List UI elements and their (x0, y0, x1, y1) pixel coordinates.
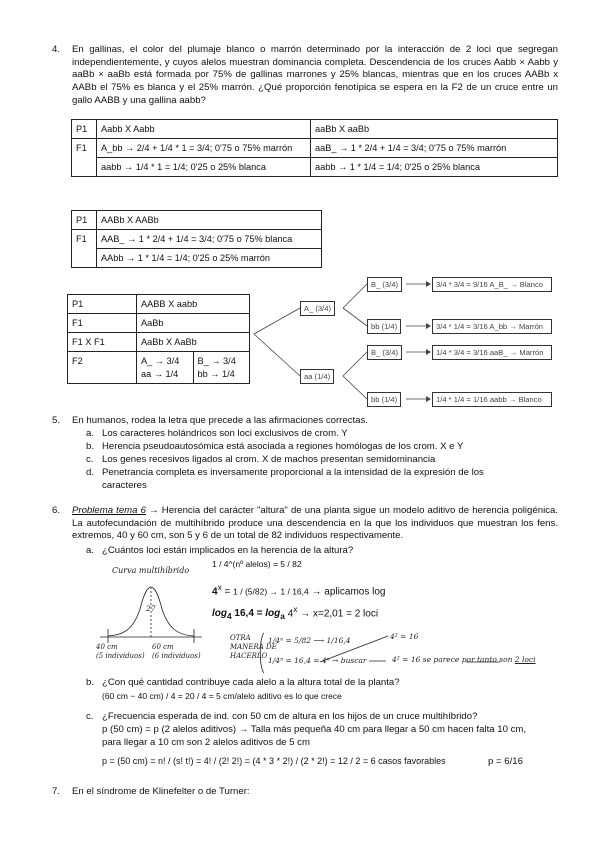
cell-f1: F1 (72, 230, 97, 268)
q5-item-b (86, 441, 463, 454)
log-exp: x (293, 604, 298, 614)
base: 4 (212, 586, 218, 598)
alt-eq-2: 1/4ⁿ = 16,4 = 4ⁿ → buscar (268, 656, 367, 665)
tree-node-b1: B_ (3/4) (367, 277, 402, 292)
tree-node-a: A_ (3/4) (300, 301, 335, 316)
cell-r2: AAbb → 1 * 1/4 = 1/4; 0'25 o 25% marrón (97, 249, 322, 268)
problem-statement: → Herencia del carácter "altura" de una planta sigue un modelo aditivo de herencia poligénica. La autofecundación de multihíbrido produce una descendencia en la que los individuos que muestran los fens. extremos, 40 y 60 cm, son 5 y 6 de un total de 82 individuos respectivamente. (72, 505, 558, 542)
multihybrid-curve-sketch (96, 565, 206, 680)
cell-f1xf1-value: AaBb X AaBb (137, 333, 250, 352)
cell-f2-a2: aa → 1/4 (141, 368, 179, 379)
tree-result-4: 1/4 * 1/4 = 1/16 aabb → Blanco (432, 392, 552, 407)
item-text: ¿Frecuencia esperada de ind. con 50 cm de altura en los hijos de un cruce multihíbrido? (102, 711, 478, 722)
alt-conclusion-answer: 2 loci (514, 655, 536, 664)
tree-result-3: 1/4 * 3/4 = 3/16 aaB_ → Marrón (432, 345, 552, 360)
cell-c2r2: aabb → 1 * 1/4 = 1/4; 0'25 o 25% blanca (311, 158, 558, 177)
question-5-number: 5. (52, 415, 61, 426)
sketch-right-value: 60 cm (152, 643, 174, 651)
formula-1: 1 / 4^(nº alelos) = 5 / 82 (212, 559, 302, 569)
cell-f2-a1: A_ → 3/4 (141, 356, 180, 367)
question-4-number: 4. (52, 44, 61, 55)
cell-f1: F1 (72, 139, 97, 177)
cell-p1-value: AABB X aabb (137, 295, 250, 314)
note: → aplicamos log (311, 586, 386, 598)
probability-tree-lines (250, 272, 560, 412)
alt-eq-3: 4² = 16 (390, 632, 419, 641)
q6-c-line-1: p (50 cm) = p (2 alelos aditivos) → Talla más pequeña 40 cm para llegar a 50 cm hacen falta 10 cm, (102, 724, 527, 735)
tree-result-1: 3/4 * 3/4 = 9/16 A_B_ → Blanco (432, 277, 552, 292)
cell-p1: P1 (68, 295, 137, 314)
cell-cross-2: aaBb X aaBb (311, 120, 558, 139)
alt-line-3: HACERLO (230, 652, 268, 661)
item-text: ¿Con qué cantidad contribuye cada alelo a la altura total de la planta? (102, 677, 400, 688)
exponent: x (217, 582, 222, 592)
cell-f2: F2 (68, 352, 137, 383)
question-6-number: 6. (52, 505, 61, 516)
item-text: caracteres (102, 480, 147, 491)
q5-item-d-cont (86, 480, 147, 493)
sketch-left-value: 40 cm (96, 643, 118, 651)
tree-node-b2: B_ (3/4) (367, 345, 402, 360)
item-text: Penetrancia completa es inversamente proporcional a la intensidad de la expresión de los (102, 467, 484, 478)
log-arg: 16,4 = (231, 608, 266, 620)
cell-cross-1: Aabb X Aabb (97, 120, 311, 139)
cell-f1-value: AaBb (137, 314, 250, 333)
sketch-right-label (152, 643, 201, 661)
sketch-right-count: (6 individuos) (152, 651, 201, 660)
cell-f1xf1: F1 X F1 (68, 333, 137, 352)
alt-conclusion (392, 655, 536, 665)
item-letter: a. (86, 428, 95, 439)
question-7-number: 7. (52, 786, 61, 797)
cell-f2-b1: B_ → 3/4 (197, 356, 236, 367)
cell-r1: AAB_ → 1 * 2/4 + 1/4 = 3/4; 0'75 o 75% blanca (97, 230, 322, 249)
question-4-text: En gallinas, el color del plumaje blanco o marrón determinado por la interacción de 2 loci que segregan independientemente, y cuyos alelos muestran dominancia completa. Descendencia de los cruces Aabb × Aabb y aaBb × aaBb está formada por 75% de gallinas marrones y 25% blancas, mientras que en los cruces AABb x AABb el 75% es blanca y el 25% marrón. ¿Qué proporción fenotípica se espera en la F2 de un cruce entre un gallo AABB y una gallina aabb? (72, 44, 558, 106)
log-1: log (212, 608, 227, 620)
item-letter: c. (86, 454, 94, 465)
sketch-left-count: (5 individuos) (96, 651, 145, 660)
item-text: Los caracteres holándricos son loci exclusivos de crom. Y (102, 428, 348, 439)
tree-result-2: 3/4 * 1/4 = 3/16 A_bb → Marrón (432, 319, 552, 334)
q6-c-line-2: para llegar a 10 cm son 2 alelos aditivos de 5 cm (102, 737, 310, 748)
q5-item-c (86, 454, 435, 467)
item-letter: d. (86, 467, 95, 478)
q5-item-d (86, 467, 484, 480)
tree-node-bb1: bb (1/4) (367, 319, 401, 334)
alt-eq-1: 1/4ⁿ = 5/82 ⟶ 1/16,4 (268, 636, 351, 645)
cell-c1r1: A_bb → 2/4 + 1/4 * 1 = 3/4; 0'75 o 75% marrón (97, 139, 311, 158)
q6-c-line-3: p = (50 cm) = n! / (s! t!) = 4! / (2! 2!) = (4 * 3 * 2!) / (2 * 2!) = 12 / 2 = 6 casos favorables (102, 756, 446, 766)
item-letter: a. (86, 545, 95, 556)
cell-c1r2: aabb → 1/4 * 1 = 1/4; 0'25 o 25% blanca (97, 158, 311, 177)
q6-c-question (86, 711, 477, 724)
equals: = (221, 586, 234, 598)
log-value: 4 (284, 608, 294, 620)
q6-a-question (86, 545, 353, 558)
tree-node-bb2: bb (1/4) (367, 392, 401, 407)
question-6-text (72, 505, 558, 543)
cell-f2-b2: bb → 1/4 (197, 368, 235, 379)
genotype-table-3 (67, 294, 250, 384)
item-text: Los genes recesivos ligados al crom. X de machos presentan semidominancia (102, 454, 436, 465)
genotype-table-2 (71, 210, 322, 268)
item-letter: b. (86, 441, 95, 452)
fraction: 1 / (5/82) → 1 / 16,4 (233, 586, 309, 597)
cell-f1: F1 (68, 314, 137, 333)
sketch-peak: 27 (146, 604, 156, 613)
sketch-left-label (96, 643, 145, 661)
question-5-text: En humanos, rodea la letra que precede a las afirmaciones correctas. (72, 415, 368, 426)
alt-line-2: MANERA DE (230, 643, 277, 652)
item-text: Herencia pseudoautosómica está asociada a regiones homólogas de los crom. X e Y (102, 441, 464, 452)
alt-conclusion-text: 4² = 16 se parece por tanto son (392, 655, 513, 664)
q6-c-result: p = 6/16 (488, 756, 523, 767)
genotype-table-1 (71, 119, 558, 177)
cell-cross: AABb X AABb (97, 211, 322, 230)
q5-item-a (86, 428, 348, 441)
formula-3 (212, 604, 378, 622)
item-text: ¿Cuántos loci están implicados en la herencia de la altura? (102, 545, 354, 556)
formula-2 (212, 582, 385, 599)
cell-p1: P1 (72, 120, 97, 139)
item-letter: b. (86, 677, 95, 688)
cell-p1: P1 (72, 211, 97, 230)
problem-label: Problema tema 6 (72, 505, 146, 516)
result: → x=2,01 = 2 loci (297, 608, 379, 620)
q6-b-formula: (60 cm − 40 cm) / 4 = 20 / 4 = 5 cm/alelo aditivo es lo que crece (102, 691, 342, 701)
sketch-title: Curva multihíbrido (112, 566, 190, 575)
item-letter: c. (86, 711, 94, 722)
alt-line-1: OTRA (230, 634, 251, 642)
q6-b-question (86, 677, 400, 690)
question-7-text: En el síndrome de Klinefelter o de Turner: (72, 786, 250, 797)
cell-c2r1: aaB_ → 1 * 2/4 + 1/4 = 3/4; 0'75 o 75% marrón (311, 139, 558, 158)
log-2: log (265, 608, 281, 620)
log-base-1: 4 (227, 611, 232, 622)
tree-node-aa: aa (1/4) (300, 369, 334, 384)
log-base-2: a (280, 611, 285, 622)
